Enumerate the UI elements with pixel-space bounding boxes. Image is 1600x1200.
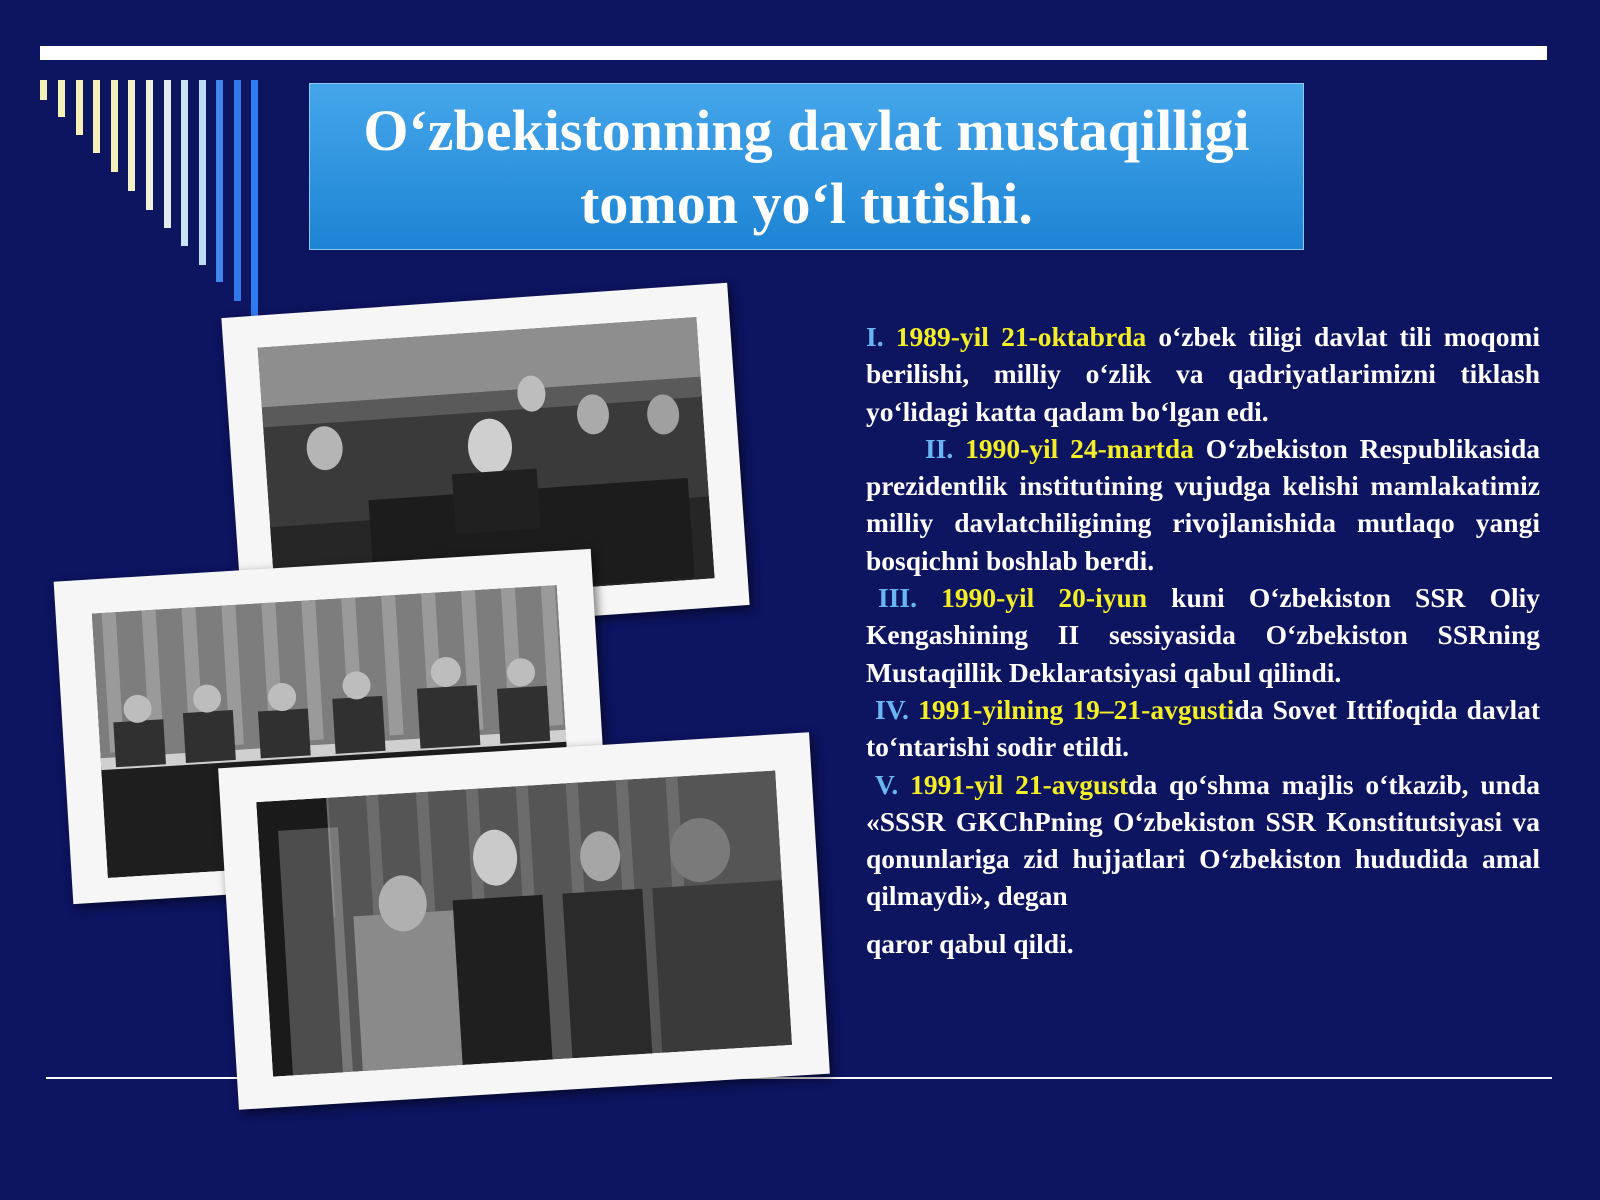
timeline-item-1 — [866, 318, 1540, 430]
title-banner — [309, 83, 1304, 250]
timeline-item-5 — [866, 766, 1540, 915]
crowd-conversation-photo — [218, 732, 830, 1110]
timeline-item-2 — [866, 430, 1540, 579]
item-date: 1989-yil 21-oktabrda — [895, 321, 1147, 352]
item-date: 1990-yil 20-iyun — [941, 582, 1148, 614]
page-title — [363, 94, 1249, 240]
item-text: o‘zbek tiligi davlat tili moqomi berilishi, milliy o‘zlik va qadriyatlarimizni tiklash yo‘lidagi katta qadam bo‘lgan edi. — [866, 321, 1541, 427]
item-text: da qo‘shma majlis o‘tkazib, unda «SSSR GKChPning O‘zbekiston SSR Konstitutsiyasi va qonunlariga zid hujjatlari O‘zbekiston hududida amal qilmaydi», degan — [866, 768, 1541, 912]
timeline-text — [866, 318, 1540, 962]
item-number: II. — [925, 432, 954, 464]
item-text: kuni O‘zbekiston SSR Oliy Kengashining II sessiyasida O‘zbekiston SSRning Mustaqillik Deklaratsiyasi qabul qilindi. — [866, 582, 1541, 688]
top-rule — [40, 46, 1547, 60]
item-date: 1990-yil 24-martda — [965, 432, 1194, 464]
item-number: V. — [875, 768, 899, 800]
item-number: IV. — [875, 693, 909, 725]
timeline-item-3 — [866, 579, 1540, 691]
item-text: O‘zbekiston Respublikasida prezidentlik institutining vujudga kelishi mamlakatimiz milliy davlatchiligining rivojlanishida mutlaqo yangi bosqichni boshlab berdi. — [866, 432, 1540, 576]
title-line-1: O‘zbekistonning davlat mustaqilligi — [363, 97, 1250, 163]
item-date: 1991-yilning 19–21-avgusti — [918, 693, 1235, 725]
item-date: 1991-yil 21-avgust — [910, 768, 1129, 800]
item-text: da Sovet Ittifoqida davlat to‘ntarishi sodir etildi. — [866, 693, 1541, 763]
item-number: I. — [866, 321, 884, 352]
timeline-item-4 — [866, 691, 1540, 766]
title-line-2: tomon yo‘l tutishi. — [580, 170, 1033, 236]
timeline-item-5-end: qaror qabul qildi. — [866, 927, 1074, 959]
item-number: III. — [878, 582, 917, 614]
